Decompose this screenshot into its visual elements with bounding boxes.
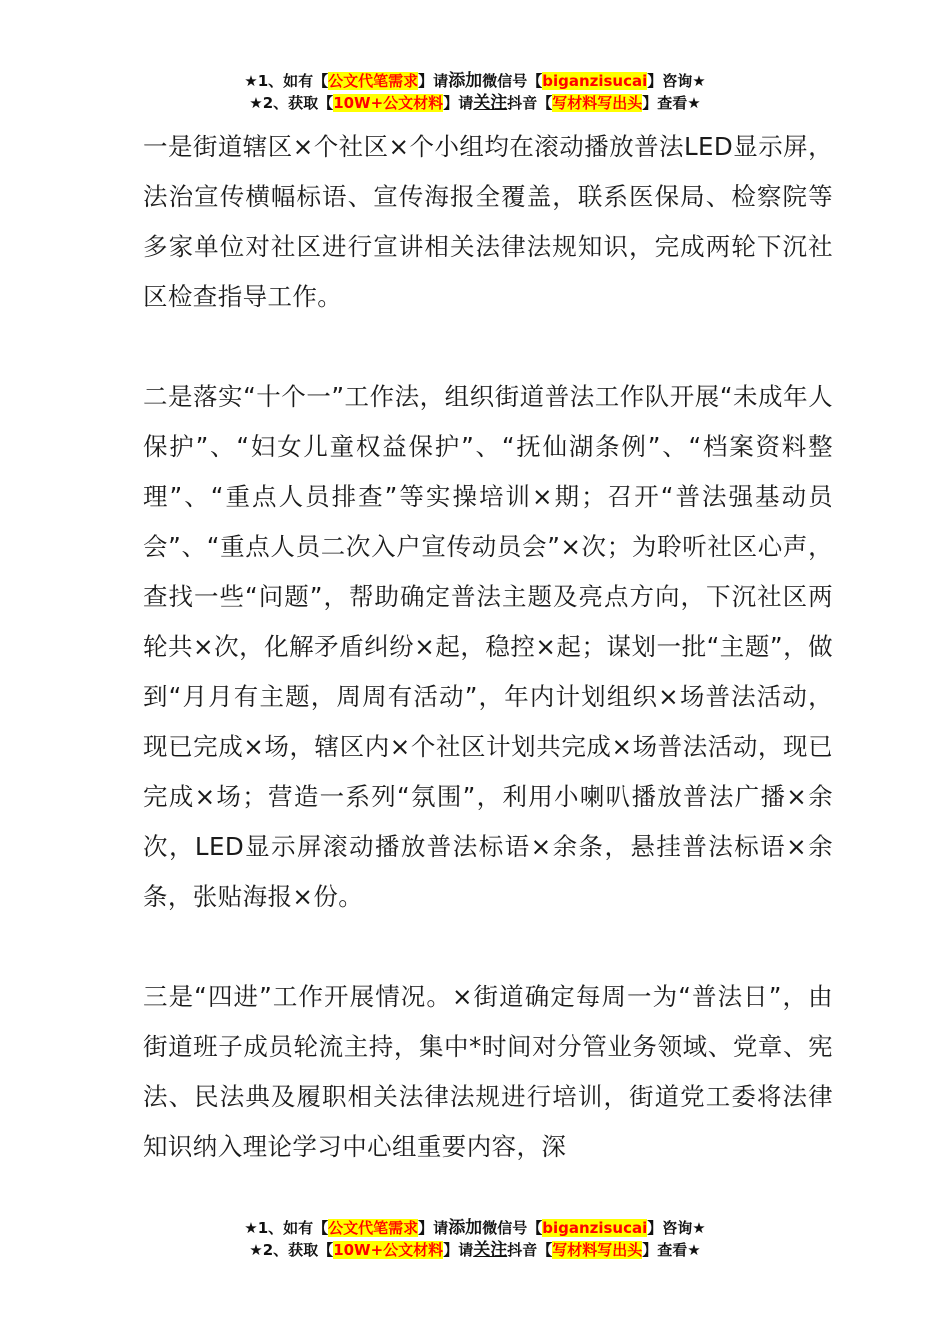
paragraph-1: 一是街道辖区×个社区×个小组均在滚动播放普法LED显示屏，法治宣传横幅标语、宣传海报全覆盖，联系医保局、检察院等多家单位对社区进行宣讲相关法律法规知识，完成两轮下沉社区检查指导工作。	[143, 132, 833, 311]
paragraph-2: 二是落实“十个一”工作法，组织街道普法工作队开展“未成年人保护”、“妇女儿童权益保护”、“抚仙湖条例”、“档案资料整理”、“重点人员排查”等实操培训×期；召开“普法强基动员会”、“重点人员二次入户宣传动员会”×次；为聆听社区心声，查找一些“问题”，帮助确定普法主题及亮点方向，下沉社区两轮共×次，化解矛盾纠纷×起，稳控×起；谋划一批“主题”，做到“月月有主题，周周有活动”，年内计划组织×场普法活动，现已完成×场，辖区内×个社区计划共完成×场普法活动，现已完成×场；营造一系列“氛围”，利用小喇叭播放普法广播×余次，LED显示屏滚动播放普法标语×余条，悬挂普法标语×余条，张贴海报×份。	[143, 382, 833, 911]
highlight-service: 公文代笔需求	[328, 1219, 419, 1237]
banner-text: 微信号【	[482, 72, 543, 90]
banner-emphasis: 添加	[448, 1218, 483, 1238]
banner-emphasis: 添加	[448, 71, 483, 91]
banner-line-2	[0, 1239, 950, 1261]
document-body	[143, 122, 833, 1172]
banner-text: ★2、获取【	[249, 1241, 334, 1259]
highlight-wechat-id: biganzisucai	[542, 1219, 648, 1237]
highlight-materials: 10W+公文材料	[333, 1241, 444, 1259]
banner-line-1	[0, 1217, 950, 1239]
banner-text: 】请	[418, 1219, 449, 1237]
paragraph-3: 三是“四进”工作开展情况。×街道确定每周一为“普法日”，由街道班子成员轮流主持，集中*时间对分管业务领域、党章、宪法、民法典及履职相关法律法规进行培训，街道党工委将法律知识纳入理论学习中心组重要内容，深	[143, 982, 833, 1161]
banner-text: 】咨询★	[647, 72, 706, 90]
banner-text: 】请	[443, 94, 474, 112]
banner-text: ★1、如有【	[244, 1219, 329, 1237]
banner-emphasis: 关注	[473, 1240, 508, 1260]
highlight-douyin: 写材料写出头	[552, 94, 643, 112]
banner-text: 】请	[443, 1241, 474, 1259]
banner-line-2	[0, 92, 950, 114]
banner-line-1	[0, 70, 950, 92]
banner-text: 】咨询★	[647, 1219, 706, 1237]
banner-text: 微信号【	[482, 1219, 543, 1237]
banner-text: 】查看★	[642, 1241, 701, 1259]
banner-text: 抖音【	[507, 94, 553, 112]
banner-text: ★2、获取【	[249, 94, 334, 112]
banner-text: 】请	[418, 72, 449, 90]
banner-emphasis: 关注	[473, 93, 508, 113]
footer-banner	[0, 1217, 950, 1261]
banner-text: 】查看★	[642, 94, 701, 112]
banner-text: ★1、如有【	[244, 72, 329, 90]
highlight-douyin: 写材料写出头	[552, 1241, 643, 1259]
banner-text: 抖音【	[507, 1241, 553, 1259]
highlight-materials: 10W+公文材料	[333, 94, 444, 112]
highlight-wechat-id: biganzisucai	[542, 72, 648, 90]
highlight-service: 公文代笔需求	[328, 72, 419, 90]
header-banner	[0, 70, 950, 114]
